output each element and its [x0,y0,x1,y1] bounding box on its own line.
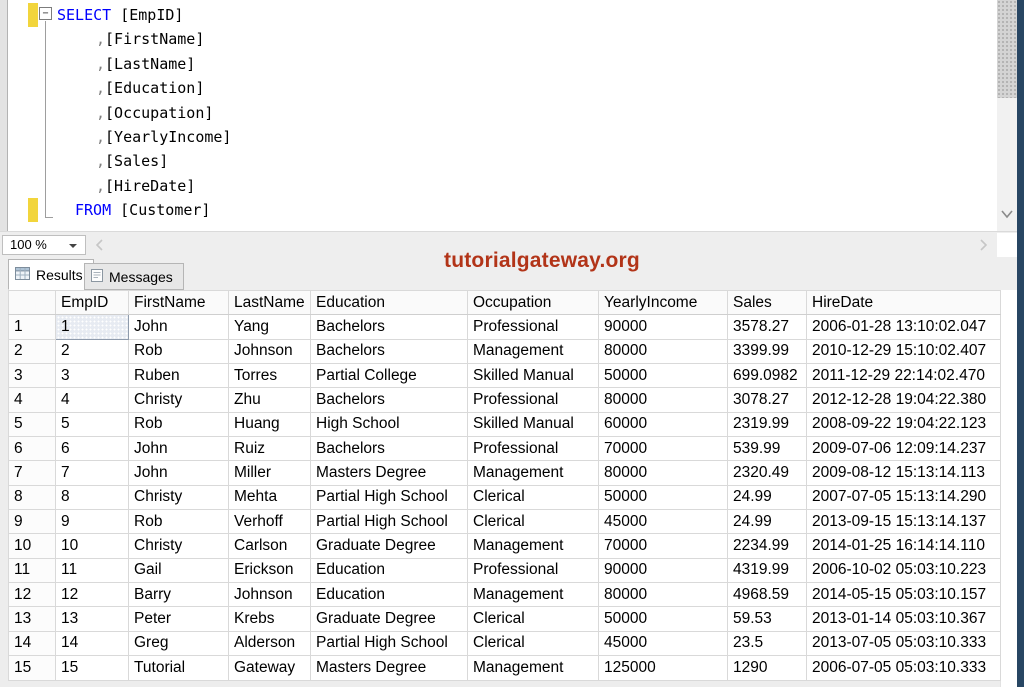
grid-cell[interactable]: John [129,437,229,461]
grid-cell[interactable]: 2014-01-25 16:14:14.110 [807,534,1001,558]
table-row [9,412,1001,436]
grid-cell[interactable]: Management [468,583,599,607]
grid-cell[interactable]: 2008-09-22 19:04:22.123 [807,412,1001,436]
grid-cell[interactable]: 3399.99 [728,339,807,363]
grid-cell[interactable]: Clerical [468,510,599,534]
table-row [9,656,1001,680]
grid-cell[interactable]: 125000 [599,656,728,680]
grid-cell[interactable]: 2 [56,339,129,363]
grid-cell[interactable]: Education [311,583,468,607]
column-header[interactable]: LastName [229,291,311,315]
grid-cell[interactable]: 2014-05-15 05:03:10.157 [807,583,1001,607]
grid-cell[interactable]: Management [468,461,599,485]
code-line[interactable] [0,174,995,198]
scrollbar-corner [997,233,1017,258]
grid-cell[interactable]: 11 [56,558,129,582]
row-number-cell[interactable]: 3 [9,364,56,388]
code-fold-collapse-icon[interactable]: − [39,7,52,20]
row-number-cell[interactable]: 9 [9,510,56,534]
grid-cell[interactable]: 50000 [599,364,728,388]
scrollbar-thumb[interactable] [997,0,1017,98]
grid-cell[interactable]: 6 [56,437,129,461]
change-tracking-bar [28,3,38,27]
table-row [9,583,1001,607]
table-row [9,315,1001,339]
grid-cell[interactable]: Management [468,339,599,363]
grid-cell[interactable]: Rob [129,339,229,363]
code-token-plain: [Sales] [105,152,169,171]
selected-grid-cell[interactable]: 1 [56,315,129,339]
grid-cell[interactable]: Partial High School [311,510,468,534]
grid-cell[interactable]: 699.0982 [728,364,807,388]
grid-cell[interactable]: Bachelors [311,315,468,339]
grid-cell[interactable]: Verhoff [229,510,311,534]
grid-scrollbar-gutter [1000,290,1017,687]
grid-cell[interactable]: 14 [56,631,129,655]
code-lines[interactable] [0,3,995,223]
code-token-punct: , [96,79,106,98]
table-row [9,388,1001,412]
results-grid-icon [15,267,30,283]
grid-cell[interactable]: Clerical [468,631,599,655]
results-grid[interactable] [8,290,1001,681]
column-header[interactable]: HireDate [807,291,1001,315]
grid-cell[interactable]: Partial College [311,364,468,388]
grid-cell[interactable]: Greg [129,631,229,655]
code-line[interactable] [0,52,995,76]
editor-vertical-scrollbar[interactable] [997,0,1017,231]
tab-results[interactable] [8,259,94,290]
grid-cell[interactable]: 1290 [728,656,807,680]
messages-page-icon [91,269,103,285]
grid-cell[interactable]: 2319.99 [728,412,807,436]
grid-cell[interactable]: 3 [56,364,129,388]
grid-cell[interactable]: Alderson [229,631,311,655]
code-token-plain: [HireDate] [105,176,196,195]
zoom-level-dropdown[interactable] [2,235,86,255]
grid-cell[interactable]: 70000 [599,534,728,558]
watermark-text: tutorialgateway.org [444,249,640,272]
code-line[interactable] [0,125,995,149]
grid-cell[interactable]: 2006-07-05 05:03:10.333 [807,656,1001,680]
grid-cell[interactable]: 2006-10-02 05:03:10.223 [807,558,1001,582]
column-header[interactable]: Sales [728,291,807,315]
row-number-cell[interactable]: 11 [9,558,56,582]
grid-cell[interactable]: 80000 [599,461,728,485]
row-number-cell[interactable]: 2 [9,339,56,363]
grid-cell[interactable]: Bachelors [311,388,468,412]
code-token-plain: [EmpID] [111,6,184,24]
code-token-plain: [FirstName] [105,30,205,49]
grid-cell[interactable]: Torres [229,364,311,388]
grid-cell[interactable]: 80000 [599,583,728,607]
table-row [9,558,1001,582]
code-token-keyword: FROM [75,201,112,220]
grid-cell[interactable]: Professional [468,558,599,582]
grid-cell[interactable]: Yang [229,315,311,339]
grid-cell[interactable]: 9 [56,510,129,534]
grid-cell[interactable]: Bachelors [311,437,468,461]
grid-cell[interactable]: Rob [129,412,229,436]
code-token-punct: , [96,54,106,73]
window-edge [1017,0,1024,687]
grid-cell[interactable]: 2013-07-05 05:03:10.333 [807,631,1001,655]
code-token-punct: , [96,103,106,122]
grid-cell[interactable]: 4 [56,388,129,412]
grid-cell[interactable]: 59.53 [728,607,807,631]
grid-cell[interactable]: 24.99 [728,510,807,534]
grid-cell[interactable]: 10 [56,534,129,558]
grid-cell[interactable]: 24.99 [728,485,807,509]
grid-cell[interactable]: Christy [129,388,229,412]
grid-cell[interactable]: Graduate Degree [311,534,468,558]
code-token-plain: [Occupation] [105,103,214,122]
row-number-cell[interactable]: 6 [9,437,56,461]
grid-cell[interactable]: 90000 [599,315,728,339]
table-row [9,510,1001,534]
grid-cell[interactable]: 50000 [599,607,728,631]
grid-cell[interactable]: 50000 [599,485,728,509]
grid-cell[interactable]: 80000 [599,339,728,363]
grid-cell[interactable]: John [129,461,229,485]
grid-cell[interactable]: 2007-07-05 15:13:14.290 [807,485,1001,509]
code-line[interactable] [0,149,995,173]
scroll-left-arrow-icon[interactable] [94,238,106,250]
results-pane [0,290,1017,687]
grid-cell[interactable]: 2009-07-06 12:09:14.237 [807,437,1001,461]
code-line[interactable] [0,101,995,125]
grid-cell[interactable]: 2010-12-29 15:10:02.407 [807,339,1001,363]
row-number-cell[interactable]: 7 [9,461,56,485]
grid-cell[interactable]: 2234.99 [728,534,807,558]
grid-cell[interactable]: Tutorial [129,656,229,680]
column-header[interactable]: FirstName [129,291,229,315]
column-header[interactable]: YearlyIncome [599,291,728,315]
grid-cell[interactable]: Johnson [229,583,311,607]
table-row [9,364,1001,388]
table-row [9,607,1001,631]
grid-cell[interactable]: Clerical [468,607,599,631]
grid-cell[interactable]: Education [311,558,468,582]
grid-cell[interactable]: 2013-01-14 05:03:10.367 [807,607,1001,631]
grid-cell[interactable]: Bachelors [311,339,468,363]
scroll-right-arrow-icon[interactable] [977,238,989,250]
grid-cell[interactable]: Ruiz [229,437,311,461]
code-token-keyword: SELECT [57,6,112,24]
row-number-cell[interactable]: 4 [9,388,56,412]
grid-cell[interactable]: 2012-12-28 19:04:22.380 [807,388,1001,412]
grid-cell[interactable]: Ruben [129,364,229,388]
grid-cell[interactable]: Johnson [229,339,311,363]
grid-cell[interactable]: Miller [229,461,311,485]
grid-cell[interactable]: Gateway [229,656,311,680]
grid-cell[interactable]: Partial High School [311,631,468,655]
grid-cell[interactable]: Barry [129,583,229,607]
code-line[interactable] [0,3,995,27]
code-token-punct: , [96,176,106,195]
tab-results-label: Results [36,266,83,283]
grid-cell[interactable]: High School [311,412,468,436]
grid-cell[interactable]: Gail [129,558,229,582]
grid-cell[interactable]: John [129,315,229,339]
grid-cell[interactable]: 70000 [599,437,728,461]
dropdown-arrow-icon [69,244,77,248]
grid-cell[interactable]: Skilled Manual [468,364,599,388]
code-token-plain: [YearlyIncome] [105,127,232,146]
grid-cell[interactable]: 45000 [599,510,728,534]
table-row [9,437,1001,461]
code-line[interactable] [0,27,995,51]
grid-cell[interactable]: Professional [468,388,599,412]
grid-cell[interactable]: Mehta [229,485,311,509]
grid-cell[interactable]: 3078.27 [728,388,807,412]
grid-cell[interactable]: Masters Degree [311,656,468,680]
grid-cell[interactable]: Rob [129,510,229,534]
grid-cell[interactable]: 23.5 [728,631,807,655]
grid-cell[interactable]: Skilled Manual [468,412,599,436]
row-number-cell[interactable]: 5 [9,412,56,436]
grid-cell[interactable]: Christy [129,485,229,509]
grid-cell[interactable]: Zhu [229,388,311,412]
grid-cell[interactable]: 3578.27 [728,315,807,339]
code-line[interactable] [0,198,995,222]
tab-messages[interactable] [84,263,184,290]
grid-cell[interactable]: Krebs [229,607,311,631]
code-fold-outline [45,21,53,218]
grid-cell[interactable]: Peter [129,607,229,631]
grid-cell[interactable]: Graduate Degree [311,607,468,631]
grid-cell[interactable]: 5 [56,412,129,436]
grid-cell[interactable]: 2009-08-12 15:13:14.113 [807,461,1001,485]
zoom-level-value: 100 % [10,237,47,252]
grid-cell[interactable]: 2011-12-29 22:14:02.470 [807,364,1001,388]
scroll-down-arrow-icon[interactable] [1001,206,1013,216]
row-number-cell[interactable]: 10 [9,534,56,558]
code-token-punct: , [96,30,106,49]
grid-cell[interactable]: Management [468,534,599,558]
grid-cell[interactable]: 4968.59 [728,583,807,607]
grid-cell[interactable]: 45000 [599,631,728,655]
grid-cell[interactable]: 8 [56,485,129,509]
column-header[interactable]: Education [311,291,468,315]
grid-cell[interactable]: 7 [56,461,129,485]
table-row [9,339,1001,363]
table-row [9,461,1001,485]
grid-cell[interactable]: Carlson [229,534,311,558]
grid-cell[interactable]: 80000 [599,388,728,412]
grid-cell[interactable]: Erickson [229,558,311,582]
code-token-punct: , [96,152,106,171]
row-number-cell[interactable]: 8 [9,485,56,509]
grid-corner-cell[interactable] [9,291,56,315]
grid-cell[interactable]: 15 [56,656,129,680]
grid-cell[interactable]: Partial High School [311,485,468,509]
code-token-plain: [LastName] [105,54,196,73]
grid-cell[interactable]: 60000 [599,412,728,436]
grid-cell[interactable]: 13 [56,607,129,631]
code-line[interactable] [0,76,995,100]
grid-cell[interactable]: 12 [56,583,129,607]
grid-cell[interactable]: 90000 [599,558,728,582]
sql-editor[interactable] [0,0,1017,231]
table-row [9,534,1001,558]
grid-cell[interactable]: 2006-01-28 13:10:02.047 [807,315,1001,339]
column-header[interactable]: EmpID [56,291,129,315]
row-number-cell[interactable]: 1 [9,315,56,339]
table-row [9,631,1001,655]
row-number-cell[interactable]: 13 [9,607,56,631]
grid-cell[interactable]: Christy [129,534,229,558]
grid-cell[interactable]: Masters Degree [311,461,468,485]
column-header[interactable]: Occupation [468,291,599,315]
grid-cell[interactable]: Management [468,656,599,680]
code-token-plain: [Education] [105,79,205,98]
tab-messages-label: Messages [109,268,173,285]
change-tracking-bar [28,198,38,222]
row-number-cell[interactable]: 15 [9,656,56,680]
grid-cell[interactable]: 4319.99 [728,558,807,582]
row-number-cell[interactable]: 12 [9,583,56,607]
grid-cell[interactable]: 2013-09-15 15:13:14.137 [807,510,1001,534]
grid-cell[interactable]: Professional [468,315,599,339]
code-token-plain: [Customer] [111,201,211,220]
grid-cell[interactable]: 539.99 [728,437,807,461]
grid-cell[interactable]: Clerical [468,485,599,509]
grid-cell[interactable]: Professional [468,437,599,461]
grid-cell[interactable]: Huang [229,412,311,436]
table-row [9,485,1001,509]
grid-cell[interactable]: 2320.49 [728,461,807,485]
code-token-punct: , [96,127,106,146]
row-number-cell[interactable]: 14 [9,631,56,655]
